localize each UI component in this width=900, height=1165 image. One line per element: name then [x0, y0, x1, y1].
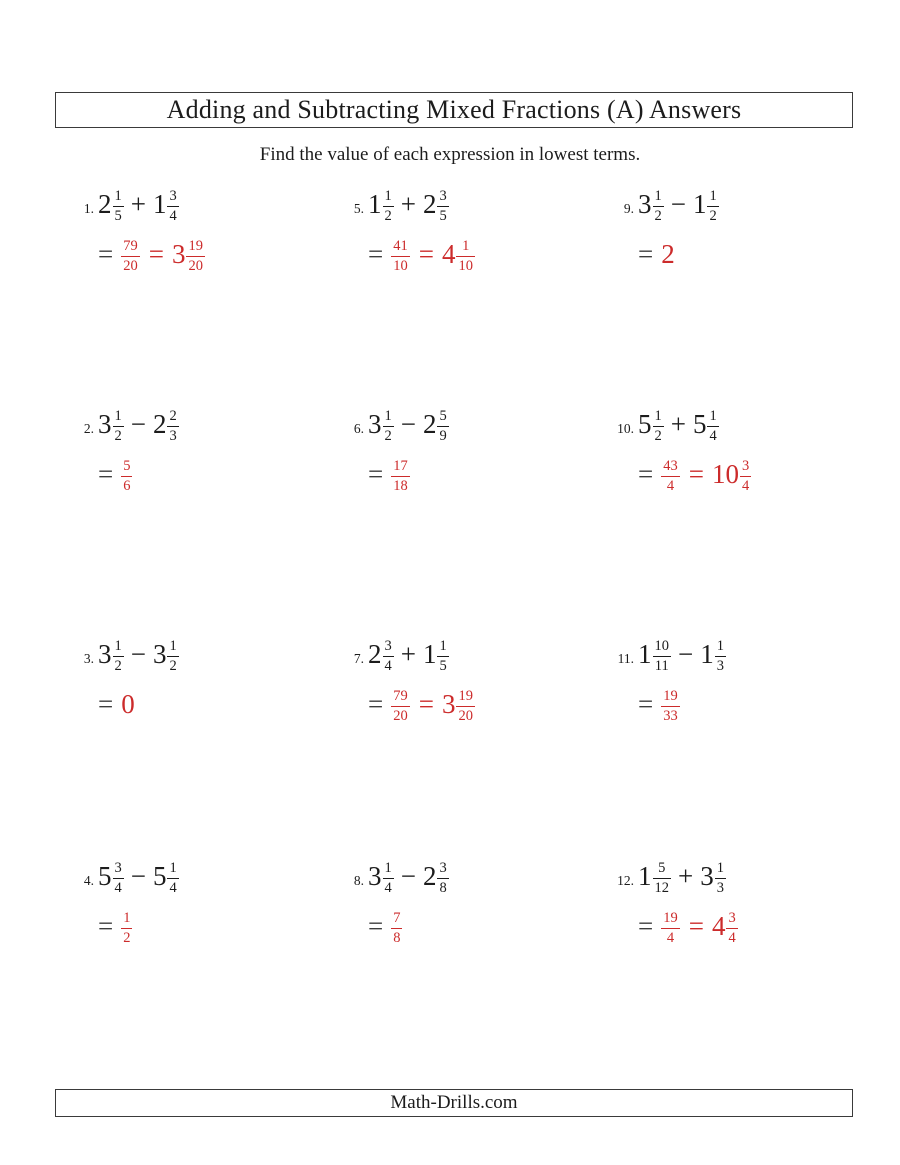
fraction [167, 409, 178, 445]
whole-number: 2 [98, 189, 112, 219]
fraction [456, 239, 475, 275]
whole-number: 3 [700, 861, 714, 891]
fraction [715, 861, 726, 897]
mixed-number [711, 909, 738, 946]
numerator: 19 [186, 239, 205, 257]
expression-line [62, 854, 332, 903]
equals-sign: = [98, 239, 113, 269]
numerator: 3 [740, 459, 751, 477]
operator: + [400, 189, 416, 219]
numerator: 1 [456, 239, 475, 257]
problems-grid [62, 176, 872, 1048]
whole-number: 3 [368, 409, 382, 439]
numerator: 79 [121, 239, 140, 257]
denominator: 4 [384, 879, 392, 896]
problem-3 [62, 626, 332, 848]
numerator: 1 [383, 189, 394, 207]
denominator: 20 [123, 257, 138, 274]
denominator: 8 [439, 879, 447, 896]
operator: − [670, 189, 686, 219]
denominator: 4 [728, 929, 736, 946]
fraction [707, 189, 718, 225]
mixed-number [441, 237, 475, 274]
fraction [391, 911, 402, 947]
denominator: 2 [114, 427, 122, 444]
problem-number: 9. [623, 201, 634, 216]
numerator: 1 [715, 861, 726, 879]
fraction [653, 189, 664, 225]
fraction [167, 189, 178, 225]
fraction [437, 639, 448, 675]
denominator: 4 [741, 477, 750, 494]
numerator: 5 [121, 459, 132, 477]
mixed-number [422, 187, 449, 224]
fraction [113, 639, 124, 675]
operator: + [130, 189, 146, 219]
whole-number: 3 [171, 239, 186, 269]
fraction [715, 639, 726, 675]
mixed-number [711, 457, 751, 494]
answer-line [638, 904, 872, 948]
numerator: 1 [121, 911, 132, 929]
answer-line [638, 682, 872, 726]
denominator: 2 [654, 427, 662, 444]
answer-line [98, 904, 332, 948]
expression-line [602, 182, 872, 231]
fraction [391, 459, 410, 495]
denominator: 2 [169, 657, 177, 674]
answer-line [638, 232, 872, 276]
problem-6 [332, 396, 602, 626]
denominator: 2 [654, 207, 662, 224]
fraction [113, 409, 124, 445]
mixed-number [638, 859, 671, 896]
fraction [661, 459, 680, 495]
denominator: 4 [384, 657, 392, 674]
whole-number: 5 [152, 861, 167, 891]
fraction [437, 189, 448, 225]
instructions-text: Find the value of each expression in lowest terms. [259, 144, 641, 165]
fraction [167, 639, 178, 675]
operator: − [400, 409, 416, 439]
mixed-number [152, 859, 179, 896]
mixed-number [152, 637, 179, 674]
problem-number: 8. [353, 873, 364, 888]
whole-number: 2 [422, 409, 437, 439]
expression-line [602, 854, 872, 903]
fraction [653, 639, 672, 675]
fraction [707, 409, 718, 445]
denominator: 10 [458, 257, 473, 274]
denominator: 5 [439, 657, 447, 674]
denominator: 20 [393, 707, 408, 724]
numerator: 41 [391, 239, 410, 257]
mixed-number [638, 407, 664, 444]
numerator: 19 [456, 689, 475, 707]
mixed-number [441, 687, 475, 724]
denominator: 4 [114, 879, 122, 896]
answer-line [368, 682, 602, 726]
fraction [113, 189, 124, 225]
operator: − [130, 409, 146, 439]
fraction [113, 861, 124, 897]
whole-number: 1 [638, 861, 652, 891]
whole-number: 1 [422, 639, 437, 669]
numerator: 19 [661, 911, 680, 929]
numerator: 1 [113, 189, 124, 207]
operator: + [400, 639, 416, 669]
fraction [456, 689, 475, 725]
numerator: 3 [167, 189, 178, 207]
integer-answer: 2 [661, 239, 675, 269]
fraction [653, 409, 664, 445]
denominator: 5 [114, 207, 122, 224]
fraction [391, 689, 410, 725]
whole-number: 3 [98, 409, 112, 439]
equals-sign: = [638, 689, 653, 719]
whole-number: 5 [98, 861, 112, 891]
denominator: 9 [439, 427, 447, 444]
fraction [121, 911, 132, 947]
numerator: 3 [113, 861, 124, 879]
equals-sign: = [638, 239, 653, 269]
denominator: 2 [384, 427, 392, 444]
fraction [121, 459, 132, 495]
whole-number: 3 [368, 861, 382, 891]
denominator: 3 [716, 879, 724, 896]
problem-number: 6. [353, 421, 364, 436]
denominator: 2 [709, 207, 717, 224]
problem-number: 11. [617, 651, 634, 666]
whole-number: 3 [98, 639, 112, 669]
footer-brand: Math-Drills.com [390, 1092, 518, 1113]
problem-7 [332, 626, 602, 848]
operator: − [130, 861, 146, 891]
whole-number: 1 [692, 189, 707, 219]
denominator: 20 [458, 707, 473, 724]
answer-line [98, 232, 332, 276]
expression-line [602, 402, 872, 451]
denominator: 2 [123, 929, 131, 946]
denominator: 6 [123, 477, 131, 494]
denominator: 11 [654, 657, 669, 674]
mixed-number [700, 637, 726, 674]
mixed-number [368, 187, 394, 224]
mixed-number [638, 187, 664, 224]
mixed-number [98, 859, 124, 896]
denominator: 3 [169, 427, 177, 444]
problem-11 [602, 626, 872, 848]
whole-number: 3 [152, 639, 167, 669]
answer-line [638, 452, 872, 496]
problem-number: 10. [617, 421, 634, 436]
problem-number: 5. [353, 201, 364, 216]
expression-line [62, 632, 332, 681]
denominator: 12 [654, 879, 669, 896]
mixed-number [700, 859, 726, 896]
whole-number: 4 [711, 911, 726, 941]
fraction [383, 861, 394, 897]
denominator: 2 [114, 657, 122, 674]
mixed-number [98, 187, 124, 224]
problem-5 [332, 176, 602, 396]
denominator: 4 [169, 207, 177, 224]
numerator: 3 [437, 189, 448, 207]
whole-number: 3 [441, 689, 456, 719]
numerator: 7 [391, 911, 402, 929]
fraction [383, 409, 394, 445]
fraction [661, 689, 680, 725]
whole-number: 2 [368, 639, 382, 669]
numerator: 3 [437, 861, 448, 879]
whole-number: 5 [692, 409, 707, 439]
expression-line [332, 632, 602, 681]
numerator: 1 [707, 409, 718, 427]
whole-number: 2 [152, 409, 167, 439]
equals-sign: = [368, 459, 383, 489]
mixed-number [171, 237, 205, 274]
denominator: 4 [709, 427, 717, 444]
numerator: 1 [167, 639, 178, 657]
numerator: 1 [383, 409, 394, 427]
denominator: 10 [393, 257, 408, 274]
equals-sign: = [418, 239, 433, 269]
denominator: 4 [169, 879, 177, 896]
fraction [167, 861, 178, 897]
numerator: 10 [653, 639, 672, 657]
equals-sign: = [418, 689, 433, 719]
fraction [383, 189, 394, 225]
numerator: 17 [391, 459, 410, 477]
fraction [726, 911, 737, 947]
whole-number: 1 [638, 639, 652, 669]
mixed-number [368, 859, 394, 896]
problem-number: 3. [83, 651, 94, 666]
mixed-number [422, 859, 449, 896]
equals-sign: = [638, 911, 653, 941]
answer-line [98, 682, 332, 726]
fraction [121, 239, 140, 275]
fraction [653, 861, 672, 897]
expression-line [602, 632, 872, 681]
mixed-number [422, 407, 449, 444]
denominator: 8 [393, 929, 401, 946]
problem-9 [602, 176, 872, 396]
numerator: 1 [707, 189, 718, 207]
denominator: 33 [663, 707, 678, 724]
mixed-number [98, 637, 124, 674]
fraction [186, 239, 205, 275]
mixed-number [692, 187, 719, 224]
equals-sign: = [368, 239, 383, 269]
denominator: 3 [716, 657, 724, 674]
whole-number: 5 [638, 409, 652, 439]
problem-number: 4. [83, 873, 94, 888]
operator: − [400, 861, 416, 891]
denominator: 18 [393, 477, 408, 494]
equals-sign: = [688, 459, 703, 489]
fraction [740, 459, 751, 495]
operator: − [130, 639, 146, 669]
problem-number: 1. [83, 201, 94, 216]
answer-line [368, 232, 602, 276]
numerator: 1 [653, 189, 664, 207]
mixed-number [152, 407, 179, 444]
whole-number: 1 [152, 189, 167, 219]
numerator: 3 [383, 639, 394, 657]
problem-1 [62, 176, 332, 396]
expression-line [332, 182, 602, 231]
whole-number: 2 [422, 861, 437, 891]
fraction [661, 911, 680, 947]
equals-sign: = [688, 911, 703, 941]
denominator: 2 [384, 207, 392, 224]
integer-answer: 0 [121, 689, 135, 719]
expression-line [62, 402, 332, 451]
answer-line [368, 904, 602, 948]
mixed-number [692, 407, 719, 444]
worksheet-title-box [55, 92, 853, 128]
numerator: 3 [726, 911, 737, 929]
numerator: 1 [383, 861, 394, 879]
whole-number: 1 [700, 639, 714, 669]
numerator: 5 [437, 409, 448, 427]
mixed-number [98, 407, 124, 444]
expression-line [332, 402, 602, 451]
operator: + [670, 409, 686, 439]
answer-line [368, 452, 602, 496]
answer-line [98, 452, 332, 496]
numerator: 1 [437, 639, 448, 657]
expression-line [62, 182, 332, 231]
equals-sign: = [98, 689, 113, 719]
denominator: 4 [666, 477, 675, 494]
problem-number: 12. [617, 873, 634, 888]
fraction [383, 639, 394, 675]
equals-sign: = [98, 911, 113, 941]
whole-number: 3 [638, 189, 652, 219]
equals-sign: = [148, 239, 163, 269]
fraction [437, 861, 448, 897]
whole-number: 4 [441, 239, 456, 269]
mixed-number [368, 407, 394, 444]
fraction [437, 409, 448, 445]
problem-10 [602, 396, 872, 626]
problem-2 [62, 396, 332, 626]
mixed-number [638, 637, 671, 674]
problem-number: 2. [83, 421, 94, 436]
equals-sign: = [368, 911, 383, 941]
numerator: 1 [167, 861, 178, 879]
numerator: 2 [167, 409, 178, 427]
problem-8 [332, 848, 602, 1048]
numerator: 1 [715, 639, 726, 657]
numerator: 43 [661, 459, 680, 477]
problem-4 [62, 848, 332, 1048]
whole-number: 1 [368, 189, 382, 219]
equals-sign: = [368, 689, 383, 719]
whole-number: 2 [422, 189, 437, 219]
numerator: 5 [653, 861, 672, 879]
equals-sign: = [98, 459, 113, 489]
operator: + [678, 861, 694, 891]
denominator: 5 [439, 207, 447, 224]
numerator: 79 [391, 689, 410, 707]
numerator: 19 [661, 689, 680, 707]
problem-12 [602, 848, 872, 1048]
numerator: 1 [113, 639, 124, 657]
expression-line [332, 854, 602, 903]
mixed-number [152, 187, 179, 224]
operator: − [678, 639, 694, 669]
numerator: 1 [113, 409, 124, 427]
page-title: Adding and Subtracting Mixed Fractions (A) Answers [166, 95, 742, 124]
problem-number: 7. [353, 651, 364, 666]
whole-number: 10 [711, 459, 739, 489]
mixed-number [368, 637, 394, 674]
mixed-number [422, 637, 449, 674]
equals-sign: = [638, 459, 653, 489]
denominator: 4 [666, 929, 675, 946]
fraction [391, 239, 410, 275]
denominator: 20 [188, 257, 203, 274]
numerator: 1 [653, 409, 664, 427]
footer-box [55, 1089, 853, 1117]
